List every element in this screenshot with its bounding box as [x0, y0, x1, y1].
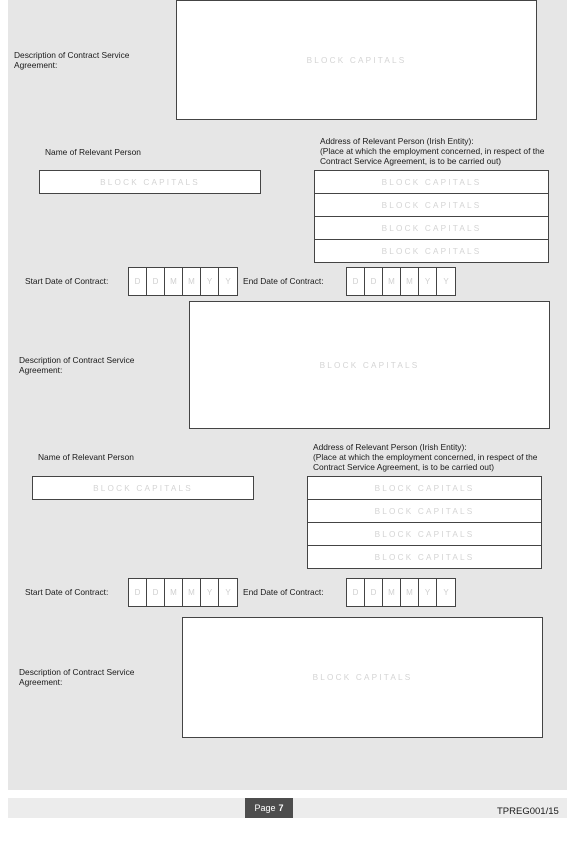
placeholder-text: BLOCK CAPITALS: [381, 177, 482, 187]
end-date-label: End Date of Contract:: [243, 276, 324, 286]
placeholder-text: BLOCK CAPITALS: [374, 483, 475, 493]
date-cell[interactable]: M: [183, 579, 201, 606]
date-cell[interactable]: D: [347, 268, 365, 295]
date-cell[interactable]: Y: [443, 588, 449, 597]
date-cell[interactable]: Y: [201, 268, 219, 295]
description-field[interactable]: [189, 301, 550, 429]
end-date-label: End Date of Contract:: [243, 587, 324, 597]
description-field[interactable]: [176, 0, 537, 120]
date-cell[interactable]: M: [383, 579, 401, 606]
placeholder-text: BLOCK CAPITALS: [381, 247, 482, 256]
start-date-field[interactable]: [128, 267, 238, 296]
date-cell[interactable]: Y: [419, 579, 437, 606]
date-cell[interactable]: Y: [201, 579, 219, 606]
description-field[interactable]: [182, 617, 543, 738]
description-label: Description of Contract Service Agreement:: [14, 50, 130, 70]
name-field[interactable]: [39, 170, 261, 194]
form-code: TPREG001/15: [497, 806, 559, 817]
page-number: 7: [278, 803, 284, 813]
placeholder-text: BLOCK CAPITALS: [319, 360, 420, 370]
start-date-label: Start Date of Contract:: [25, 276, 109, 286]
address-note: (Place at which the employment concerned, in respect of the Contract Service Agreement, is to be carried out): [313, 452, 538, 472]
date-cell[interactable]: Y: [225, 277, 231, 286]
date-cell[interactable]: Y: [225, 588, 231, 597]
date-cell[interactable]: Y: [419, 268, 437, 295]
address-line-1[interactable]: [315, 171, 548, 194]
placeholder-text: BLOCK CAPITALS: [374, 506, 475, 516]
date-cell[interactable]: D: [365, 579, 383, 606]
description-label: Description of Contract Service Agreement:: [19, 667, 135, 687]
address-line-1[interactable]: [308, 477, 541, 500]
address-field-group: [314, 170, 549, 263]
date-cell[interactable]: D: [147, 268, 165, 295]
date-cell[interactable]: D: [147, 579, 165, 606]
date-cell[interactable]: M: [383, 268, 401, 295]
name-label: Name of Relevant Person: [38, 452, 134, 462]
placeholder-text: BLOCK CAPITALS: [312, 673, 413, 682]
date-cell[interactable]: D: [129, 579, 147, 606]
date-cell[interactable]: M: [165, 579, 183, 606]
placeholder-text: BLOCK CAPITALS: [381, 223, 482, 233]
date-cell[interactable]: Y: [443, 277, 449, 286]
start-date-label: Start Date of Contract:: [25, 587, 109, 597]
date-cell[interactable]: D: [365, 268, 383, 295]
date-cell[interactable]: M: [401, 268, 419, 295]
end-date-field[interactable]: [346, 578, 456, 607]
placeholder-text: BLOCK CAPITALS: [100, 177, 200, 187]
name-label: Name of Relevant Person: [45, 147, 141, 157]
address-line-4[interactable]: [315, 240, 548, 263]
address-field-group: [307, 476, 542, 569]
address-line-2[interactable]: [315, 194, 548, 217]
placeholder-text: BLOCK CAPITALS: [374, 553, 475, 562]
page-label: Page: [254, 803, 276, 813]
end-date-field[interactable]: [346, 267, 456, 296]
address-line-3[interactable]: [315, 217, 548, 240]
placeholder-text: BLOCK CAPITALS: [374, 529, 475, 539]
placeholder-text: BLOCK CAPITALS: [93, 483, 193, 493]
address-title: Address of Relevant Person (Irish Entity):: [313, 442, 467, 452]
date-cell[interactable]: M: [183, 268, 201, 295]
placeholder-text: BLOCK CAPITALS: [381, 200, 482, 210]
page-indicator: [245, 798, 293, 818]
address-line-3[interactable]: [308, 523, 541, 546]
date-cell[interactable]: D: [129, 268, 147, 295]
date-cell[interactable]: M: [165, 268, 183, 295]
address-note: (Place at which the employment concerned, in respect of the Contract Service Agreement, is to be carried out): [320, 146, 545, 166]
name-field[interactable]: [32, 476, 254, 500]
start-date-field[interactable]: [128, 578, 238, 607]
placeholder-text: BLOCK CAPITALS: [306, 55, 407, 65]
address-line-4[interactable]: [308, 546, 541, 569]
date-cell[interactable]: M: [401, 579, 419, 606]
description-label: Description of Contract Service Agreement:: [19, 355, 135, 375]
date-cell[interactable]: D: [347, 579, 365, 606]
address-title: Address of Relevant Person (Irish Entity):: [320, 136, 474, 146]
address-line-2[interactable]: [308, 500, 541, 523]
